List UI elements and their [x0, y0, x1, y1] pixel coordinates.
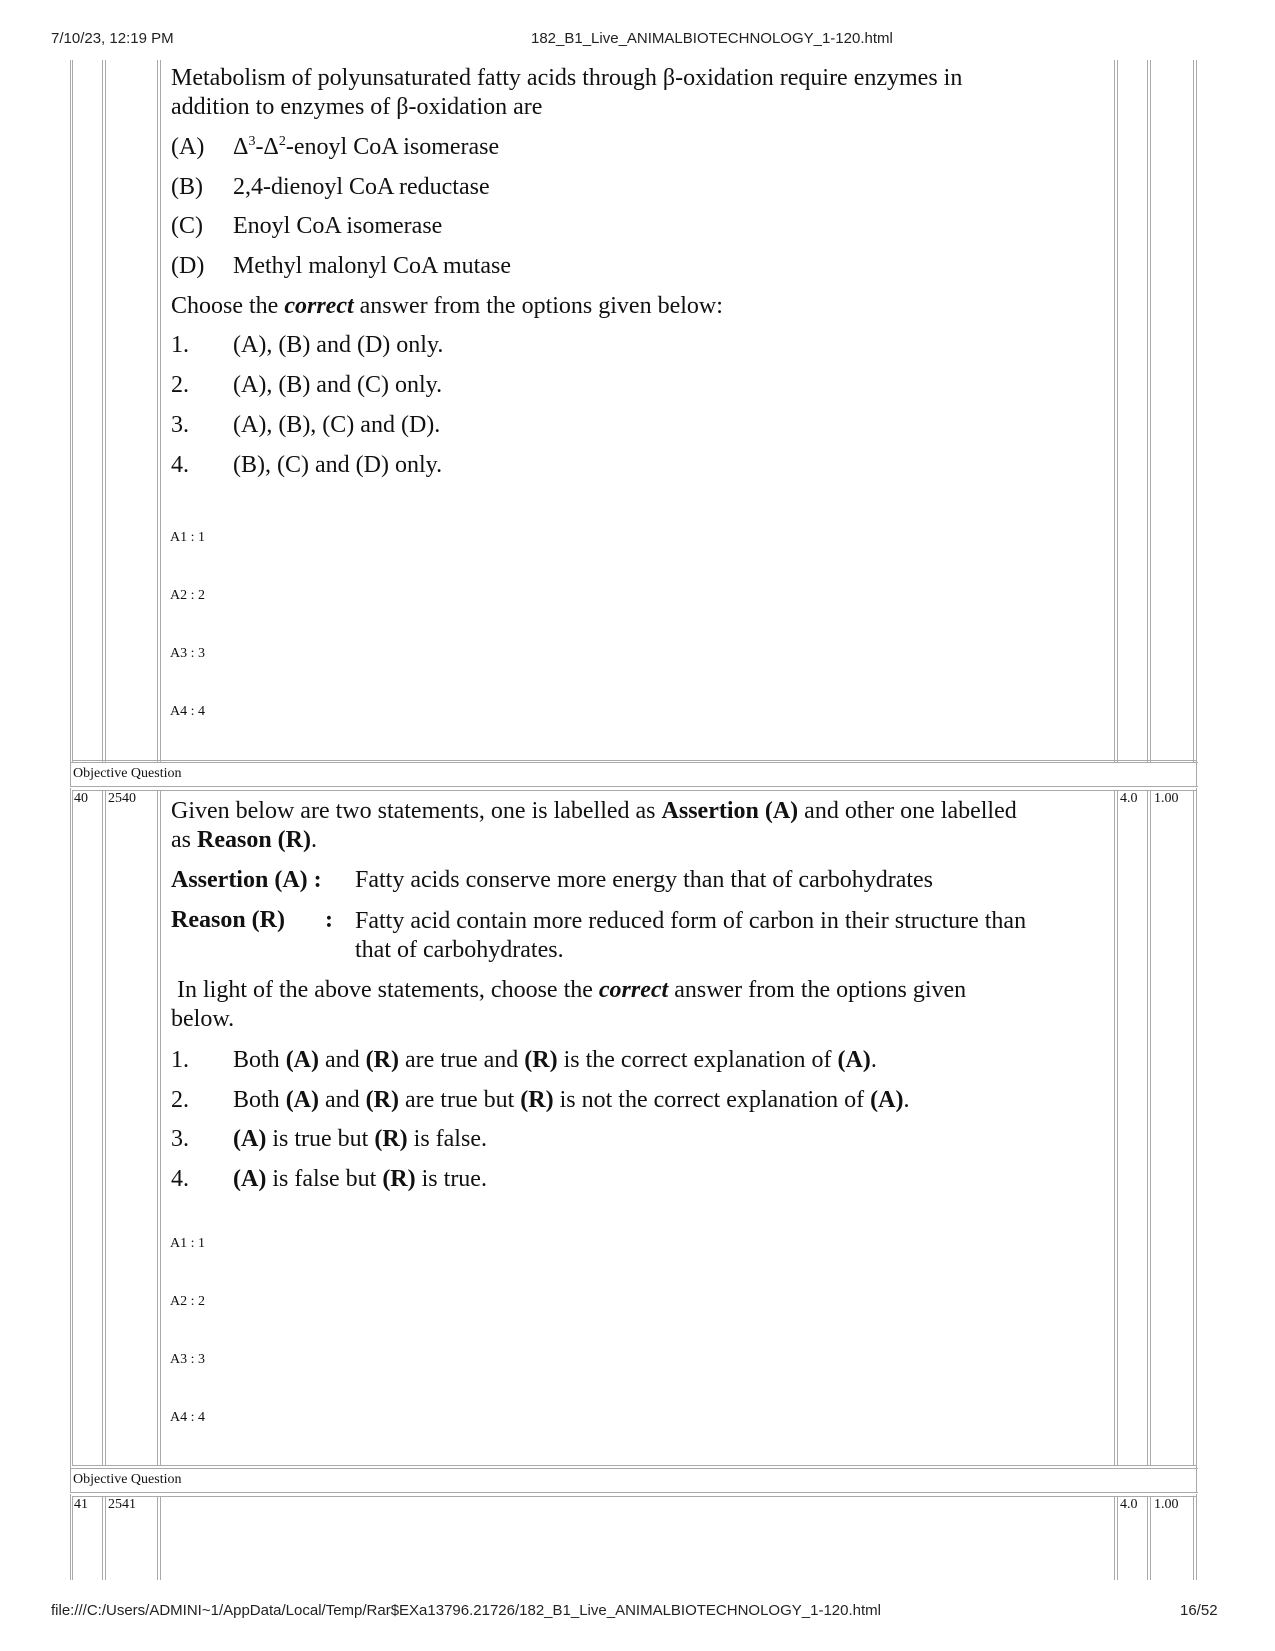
answer-option-1: 1. Both (A) and (R) are true and (R) is the correct explanation of (A). — [171, 1047, 877, 1073]
answer-option-4: 4. (A) is false but (R) is true. — [171, 1166, 487, 1192]
print-datetime: 7/10/23, 12:19 PM — [51, 30, 174, 47]
question-marks: 4.0 — [1120, 1497, 1138, 1512]
answer-code: A2 : 2 — [170, 1294, 205, 1309]
file-path: file:///C:/Users/ADMINI~1/AppData/Local/Temp/Rar$EXa13796.21726/182_B1_Live_ANIMALBIOTECHNOLOGY_1-120.html — [51, 1602, 881, 1619]
answer-option-2: 2. (A), (B) and (C) only. — [171, 372, 443, 398]
negative-marks: 1.00 — [1154, 791, 1179, 806]
page-number: 16/52 — [1180, 1602, 1218, 1619]
answer-option-3: 3. (A), (B), (C) and (D). — [171, 412, 441, 438]
question-serial: 41 — [74, 1497, 88, 1512]
option-d: (D) Methyl malonyl CoA mutase — [171, 253, 511, 279]
answer-option-1: 1. (A), (B) and (D) only. — [171, 332, 444, 358]
reason-statement: Reason (R) : Fatty acid contain more reduced form of carbon in their structure than that of carbohydrates. — [171, 907, 1027, 963]
answer-code: A2 : 2 — [170, 588, 205, 603]
option-b: (B) 2,4-dienoyl CoA reductase — [171, 174, 490, 200]
option-a: (A) $\Delta^3-\Delta^2$-enoyl CoA isomerase — [171, 134, 500, 160]
question-serial: 40 — [74, 791, 88, 806]
question-marks: 4.0 — [1120, 791, 1138, 806]
answer-code: A1 : 1 — [170, 530, 205, 545]
answer-code: A1 : 1 — [170, 1236, 205, 1251]
question-id: 2540 — [108, 791, 136, 806]
answer-code: A4 : 4 — [170, 704, 205, 719]
answer-option-2: 2. Both (A) and (R) are true but (R) is not the correct explanation of (A). — [171, 1087, 910, 1113]
question-stem: Metabolism of polyunsaturated fatty acids through β-oxidation require enzymes in addition to enzymes of β-oxidation are — [171, 65, 963, 120]
answer-option-4: 4. (B), (C) and (D) only. — [171, 452, 443, 478]
option-c: (C) Enoyl CoA isomerase — [171, 213, 443, 239]
answer-code: A3 : 3 — [170, 1352, 205, 1367]
document-title: 182_B1_Live_ANIMALBIOTECHNOLOGY_1-120.html — [531, 30, 893, 47]
answer-option-3: 3. (A) is true but (R) is false. — [171, 1126, 487, 1152]
instruction-text: In light of the above statements, choose the correct answer from the options given below. — [171, 977, 967, 1032]
question-intro: Given below are two statements, one is labelled as Assertion (A) and other one labelled as Reason (R). — [171, 798, 1017, 853]
assertion-statement: Assertion (A) : Fatty acids conserve more energy than that of carbohydrates — [171, 867, 934, 893]
question-id: 2541 — [108, 1497, 136, 1512]
question-type-label: Objective Question — [73, 1472, 182, 1487]
answer-code: A3 : 3 — [170, 646, 205, 661]
answer-code: A4 : 4 — [170, 1410, 205, 1425]
question-type-label: Objective Question — [73, 766, 182, 781]
negative-marks: 1.00 — [1154, 1497, 1179, 1512]
choose-instruction: Choose the correct answer from the options given below: — [171, 293, 723, 319]
